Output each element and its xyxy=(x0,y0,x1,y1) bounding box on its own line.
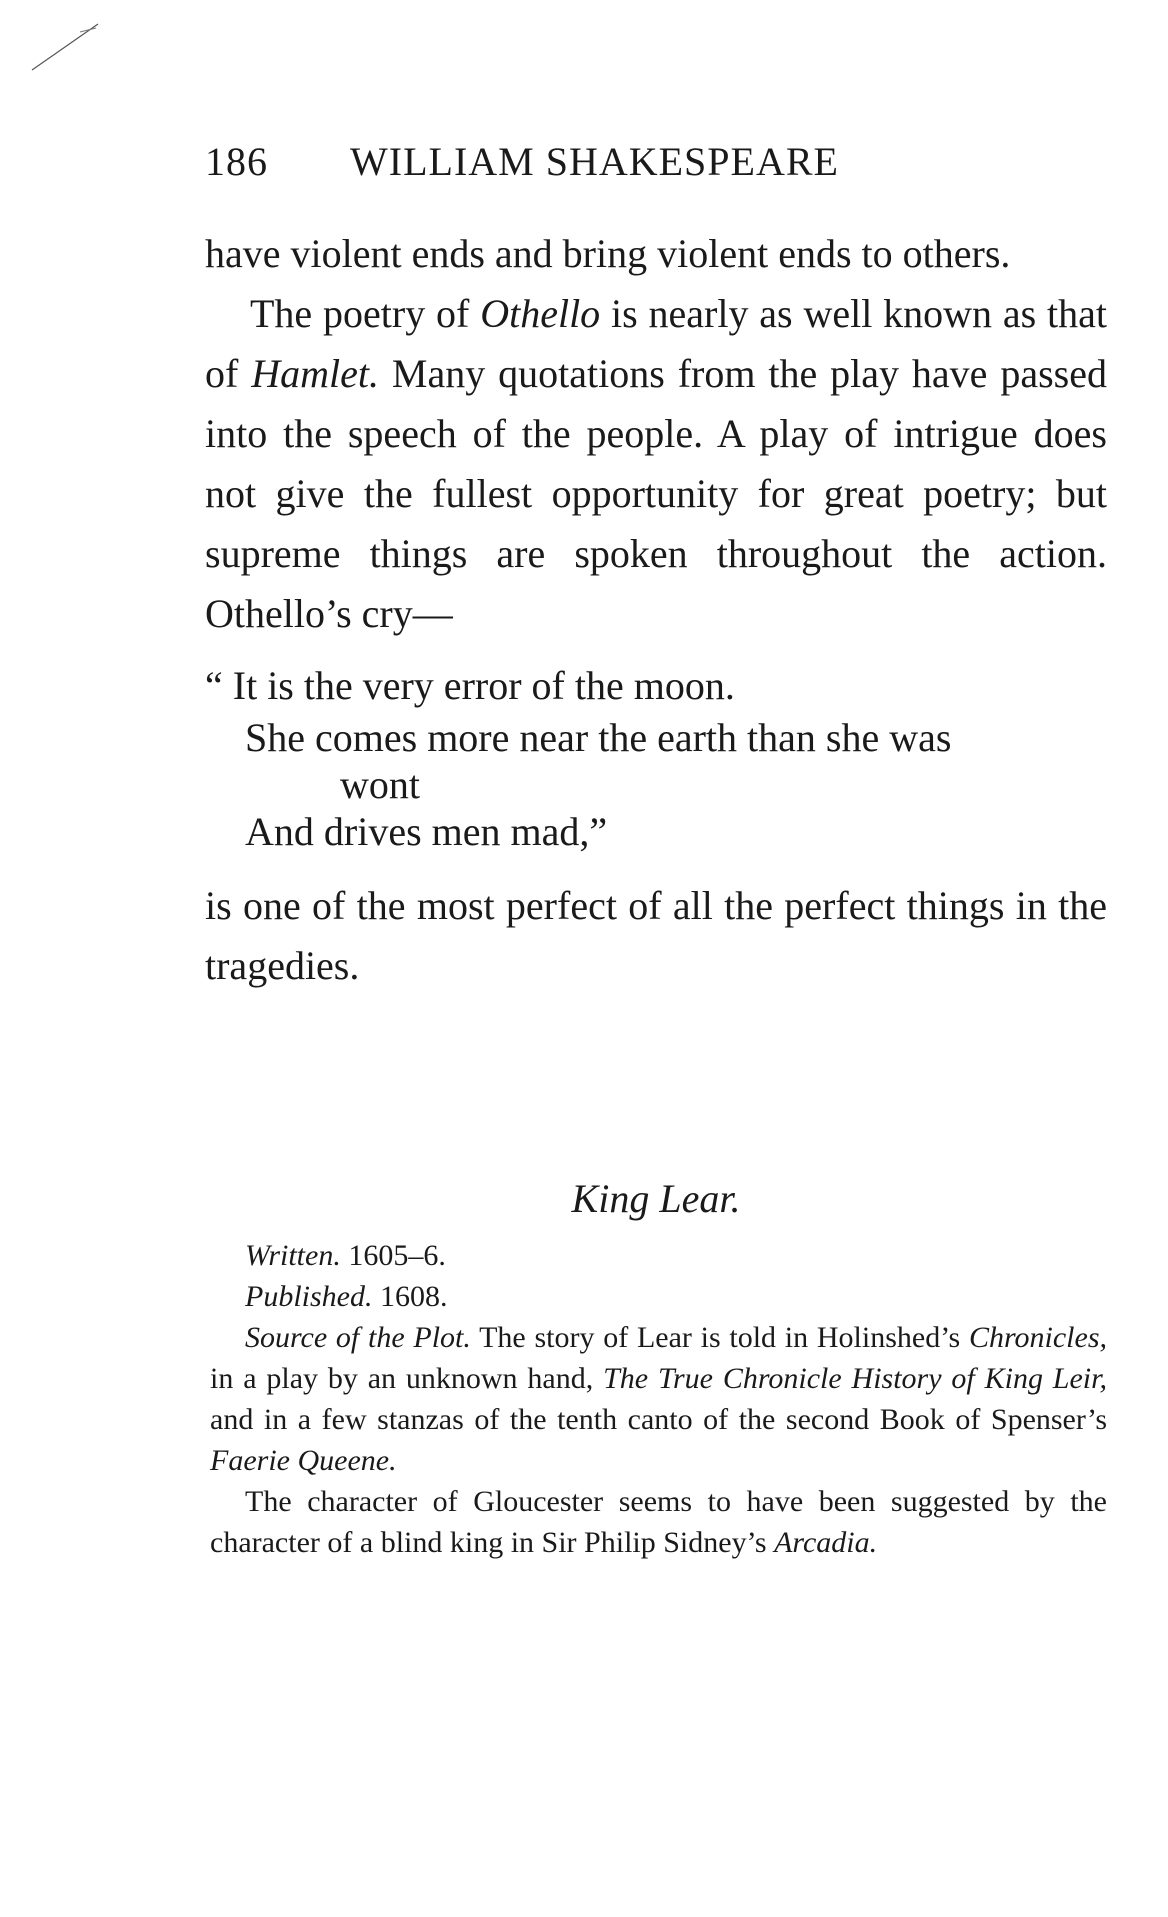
play-notes xyxy=(210,1235,1107,1563)
work-title: Chronicles, xyxy=(968,1321,1107,1354)
work-title: Faerie Queene. xyxy=(210,1444,397,1477)
text-run: The story of Lear is told in Holinshed’s xyxy=(470,1321,969,1354)
quote-line: She comes more near the earth than she was xyxy=(245,715,952,760)
work-title: The True Chronicle History of King Leir, xyxy=(603,1362,1107,1395)
note-value: 1605–6. xyxy=(340,1239,446,1272)
text-run: and in a few stanzas of the tenth canto of the second Book of Spenser’s xyxy=(210,1403,1107,1436)
running-title: WILLIAM SHAKESPEARE xyxy=(350,139,839,184)
main-text xyxy=(205,224,1107,996)
paragraph-othello-poetry xyxy=(205,284,1107,644)
text-run: The character of Gloucester seems to have been suggested by the character of a blind king in Sir Philip Sidney’s xyxy=(210,1485,1107,1559)
note-gloucester xyxy=(210,1481,1107,1563)
work-title: Arcadia. xyxy=(774,1526,878,1559)
text-run: is nearly as well known as that of xyxy=(205,291,1108,396)
othello-quotation xyxy=(205,660,1107,858)
play-title-hamlet: Hamlet. xyxy=(251,351,379,396)
note-label: Written. xyxy=(245,1239,341,1272)
pencil-mark xyxy=(30,22,100,72)
note-written xyxy=(210,1235,1107,1276)
note-label: Published. xyxy=(245,1280,373,1313)
note-published xyxy=(210,1276,1107,1317)
text-run: in a play by an unknown hand, xyxy=(210,1362,604,1395)
section-title: King Lear. xyxy=(571,1176,741,1221)
quote-line: And drives men mad,” xyxy=(245,809,608,854)
quote-line-wrap: wont xyxy=(340,762,420,807)
note-label: Source of the Plot. xyxy=(245,1321,471,1354)
note-source xyxy=(210,1317,1107,1481)
paragraph-conclusion: is one of the most perfect of all the perfect things in the tragedies. xyxy=(205,883,1107,988)
note-value: 1608. xyxy=(372,1280,448,1313)
quote-line: “ It is the very error of the moon. xyxy=(205,663,735,708)
play-title-othello: Othello xyxy=(480,291,601,336)
running-head xyxy=(205,138,1105,185)
page-number: 186 xyxy=(205,139,268,184)
text-run: Many quotations from the play have passed into the speech of the people. A play of intrigue does not give the fullest opportunity for great poetry; but supreme things are spoken throughout the action. Othello’s cry— xyxy=(205,351,1107,636)
paragraph-continuation: have violent ends and bring violent ends to others. xyxy=(205,231,1011,276)
text-run: The poetry of xyxy=(250,291,481,336)
